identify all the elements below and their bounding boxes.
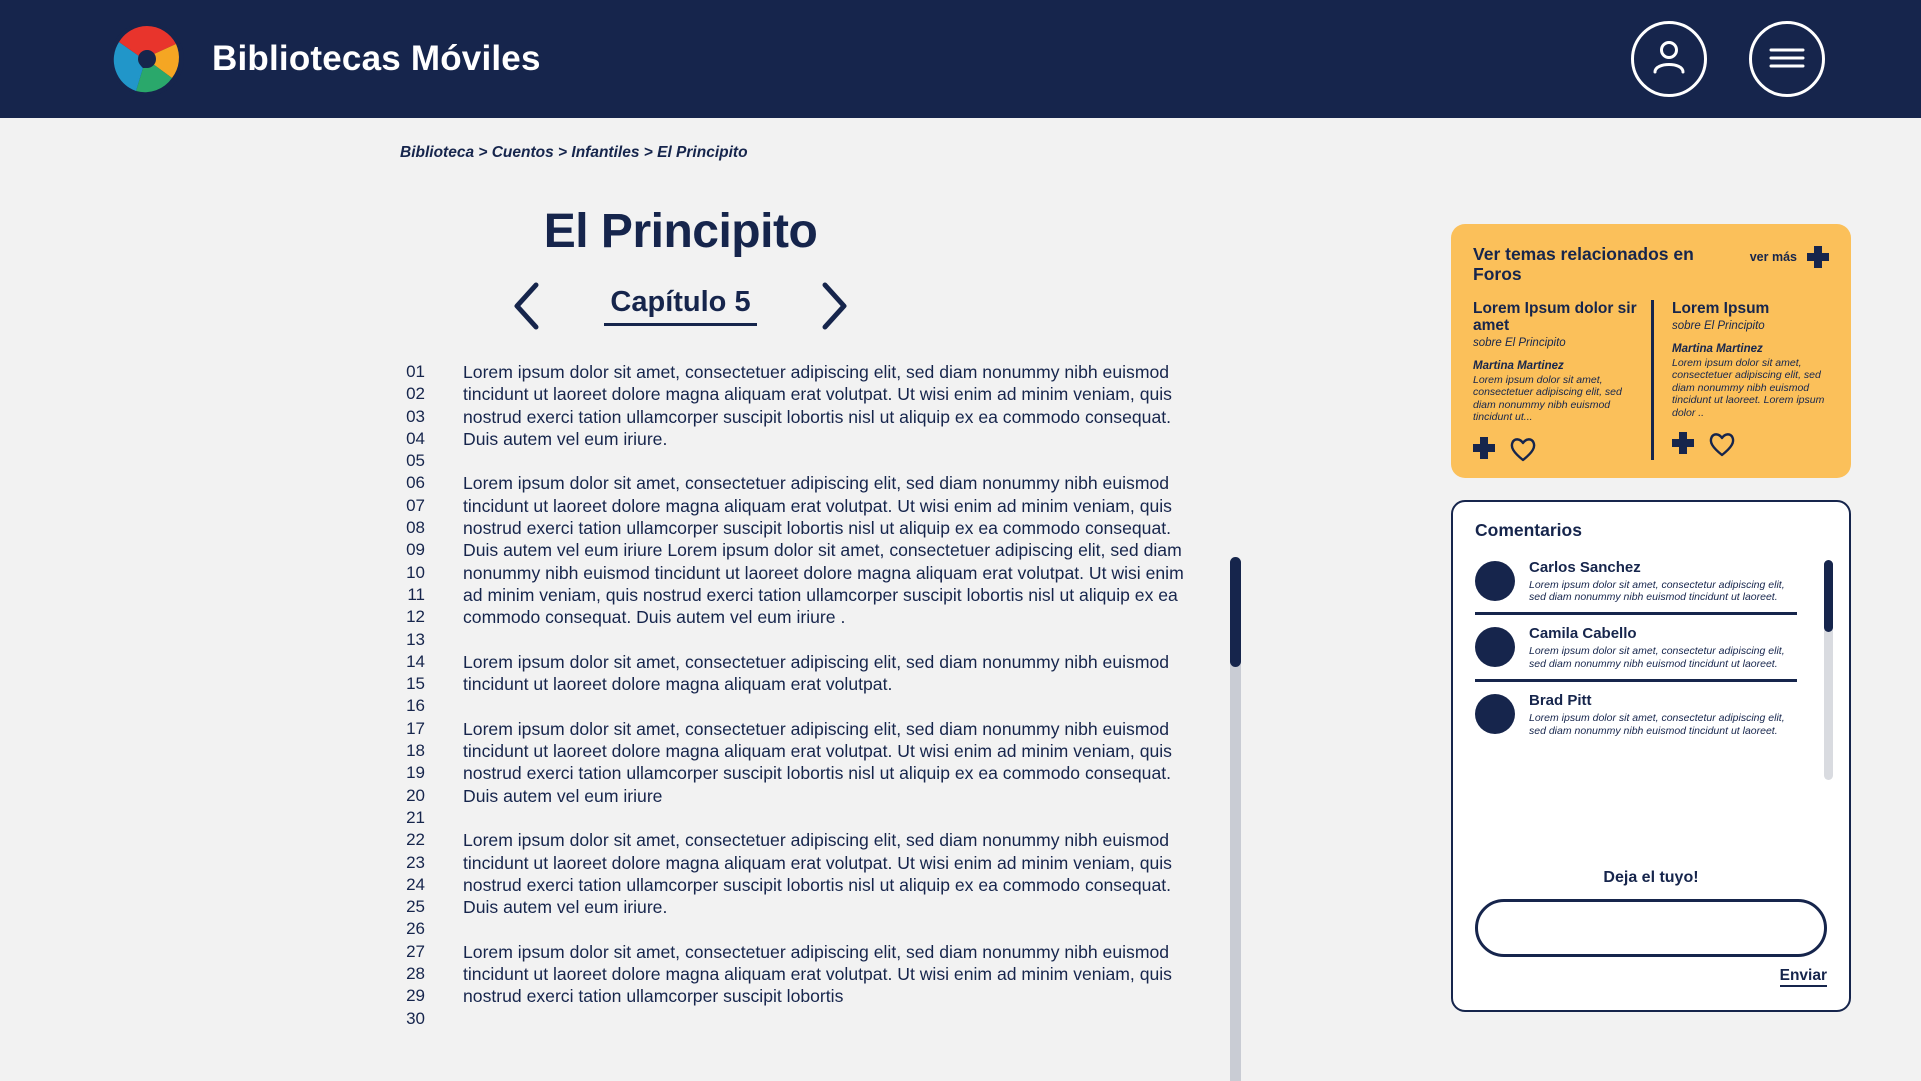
reader-panel: [0, 162, 1421, 1079]
line-number: 08: [406, 518, 425, 538]
plus-icon[interactable]: [1473, 437, 1495, 459]
line-number: 27: [406, 941, 425, 961]
line-number: 17: [406, 718, 425, 738]
comment-author: Brad Pitt: [1529, 692, 1592, 710]
app-logo-icon: [108, 20, 186, 98]
line-number: 24: [406, 874, 425, 894]
related-forums-more[interactable]: [1750, 244, 1829, 268]
hamburger-icon: [1766, 42, 1808, 77]
line-number: 07: [406, 495, 425, 515]
line-number: 16: [406, 696, 425, 716]
related-forums-card: [1451, 224, 1851, 478]
reader-scrollbar-thumb[interactable]: [1230, 557, 1241, 667]
line-number: 23: [406, 852, 425, 872]
line-number: 30: [406, 1008, 425, 1028]
line-number: 15: [406, 674, 425, 694]
comment-text: Lorem ipsum dolor sit amet, consectetur adipiscing elit, sed diam nonummy nibh euismod tincidunt ut laoreet.: [1529, 645, 1785, 670]
page-title: El Principito: [543, 205, 818, 258]
brand: [108, 20, 541, 98]
line-number: 28: [406, 964, 425, 984]
paragraph: Lorem ipsum dolor sit amet, consectetuer adipiscing elit, sed diam nonummy nibh euismod tincidunt ut laoreet dolore magna aliquam erat volutpat.: [463, 651, 1170, 695]
paragraph: Lorem ipsum dolor sit amet, consectetuer adipiscing elit, sed diam nonummy nibh euismod tincidunt ut laoreet dolore magna aliquam erat volutpat. Ut wisi enim ad minim veniam, quis nostrud exerci tation ullamcorper suscipit lobortis: [463, 941, 1172, 1007]
paragraph: Lorem ipsum dolor sit amet, consectetuer adipiscing elit, sed diam nonummy nibh euismod tincidunt ut laoreet dolore magna aliquam erat volutpat. Ut wisi enim ad minim veniam, quis nostrud exerci tation ullamcorper suscipit lobortis nisl ut aliquip ex ea commodo consequat. Duis autem vel eum iriure.: [463, 830, 1172, 918]
line-number: 18: [406, 741, 425, 761]
blank-line: [463, 807, 1193, 829]
line-number: 01: [406, 362, 425, 381]
breadcrumb-path: Biblioteca > Cuentos > Infantiles > El Principito: [400, 144, 748, 161]
forum-thread[interactable]: [1473, 300, 1651, 460]
list-item[interactable]: [1475, 625, 1797, 682]
page-content: [0, 162, 1921, 1079]
paragraph: Lorem ipsum dolor sit amet, consectetuer adipiscing elit, sed diam nonummy nibh euismod tincidunt ut laoreet dolore magna aliquam erat volutpat. Ut wisi enim ad minim veniam, quis nostrud exerci tation ullamcorper suscipit lobortis nisl ut aliquip ex ea commodo consequat. Duis autem vel eum iriure Lorem ipsum dolor sit amet, consectetuer adipiscing elit, sed diam nonummy nibh euismod tincidunt ut laoreet dolore magna aliquam erat volutpat. Ut wisi enim ad minim veniam, quis nostrud exerci tation ullamcorper suscipit lobortis nisl ut aliquip ex ea commodo consequat. Duis autem vel eum iriure .: [463, 473, 1184, 628]
list-item[interactable]: [1475, 559, 1797, 616]
thread-title: Lorem Ipsum dolor sir amet: [1473, 300, 1637, 334]
line-number: 06: [406, 473, 425, 493]
thread-actions: [1473, 436, 1637, 460]
comments-title: Comentarios: [1475, 519, 1582, 540]
app-title: Bibliotecas Móviles: [212, 39, 541, 78]
line-number: 26: [406, 919, 425, 939]
chapter-body-text: [463, 361, 1193, 1030]
thread-body: Lorem ipsum dolor sit amet, consectetuer adipiscing elit, sed diam nonummy nibh euismod tincidunt ut...: [1473, 374, 1622, 424]
comment-input[interactable]: [1475, 899, 1827, 957]
avatar: [1475, 627, 1515, 667]
menu-button[interactable]: [1749, 21, 1825, 97]
line-number: 25: [406, 897, 425, 917]
thread-subtitle: sobre El Principito: [1672, 320, 1765, 332]
line-number: 10: [406, 562, 425, 582]
leave-comment-label: Deja el tuyo!: [1603, 868, 1699, 886]
comment-author: Carlos Sanchez: [1529, 558, 1641, 576]
line-number: 02: [406, 384, 425, 404]
comment-text: Lorem ipsum dolor sit amet, consectetur adipiscing elit, sed diam nonummy nibh euismod tincidunt ut laoreet.: [1529, 578, 1785, 604]
blank-line: [463, 918, 1193, 940]
line-number: 12: [406, 607, 425, 627]
line-number: 21: [406, 807, 425, 827]
comment-text: Lorem ipsum dolor sit amet, consectetur adipiscing elit, sed diam nonummy nibh euismod tincidunt ut laoreet.: [1529, 712, 1785, 737]
thread-author: Martina Martinez: [1473, 360, 1564, 372]
line-number: 04: [406, 428, 425, 448]
related-forums-header: [1473, 244, 1829, 284]
chevron-left-icon[interactable]: [510, 281, 544, 331]
list-item[interactable]: [1475, 692, 1797, 746]
line-number: 03: [406, 406, 425, 426]
line-number: 09: [406, 540, 425, 560]
comments-card: [1451, 500, 1851, 1012]
heart-icon[interactable]: [1708, 431, 1734, 455]
line-number: 05: [406, 451, 425, 471]
forum-thread-list: [1473, 300, 1829, 460]
avatar: [1475, 694, 1515, 734]
user-account-button[interactable]: [1631, 21, 1707, 97]
chapter-navigation: [0, 281, 1421, 331]
thread-subtitle: sobre El Principito: [1473, 337, 1566, 349]
app-header: [0, 0, 1921, 118]
plus-icon[interactable]: [1672, 432, 1694, 454]
thread-author: Martina Martinez: [1672, 343, 1763, 355]
ver-mas-label: ver más: [1749, 250, 1797, 264]
avatar: [1475, 561, 1515, 601]
line-number: 29: [406, 986, 425, 1006]
line-number: 22: [406, 830, 425, 850]
line-number: 13: [406, 629, 425, 649]
send-row: [1475, 967, 1827, 987]
line-number: 11: [407, 584, 425, 604]
chevron-right-icon[interactable]: [817, 281, 851, 331]
comments-list: [1475, 559, 1827, 779]
comments-scrollbar[interactable]: [1824, 560, 1833, 780]
chapter-label[interactable]: Capítulo 5: [604, 286, 756, 326]
line-number-gutter: [395, 361, 425, 1030]
blank-line: [463, 450, 1193, 472]
blank-line: [463, 629, 1193, 651]
comments-scrollbar-thumb[interactable]: [1824, 560, 1833, 632]
send-comment-button[interactable]: Enviar: [1780, 967, 1827, 987]
paragraph: Lorem ipsum dolor sit amet, consectetuer adipiscing elit, sed diam nonummy nibh euismod tincidunt ut laoreet dolore magna aliquam erat volutpat. Ut wisi enim ad minim veniam, quis nostrud exerci tation ullamcorper suscipit lobortis nisl ut aliquip ex ea commodo consequat. Duis autem vel eum iriure: [463, 718, 1172, 806]
blank-line: [463, 695, 1193, 717]
user-icon: [1648, 36, 1690, 83]
comment-author: Camila Cabello: [1529, 625, 1637, 643]
header-actions: [1631, 21, 1825, 97]
related-forums-title: Ver temas relacionados en Foros: [1473, 244, 1694, 284]
thread-actions: [1672, 431, 1829, 455]
plus-icon[interactable]: [1807, 246, 1829, 268]
thread-title: Lorem Ipsum: [1672, 300, 1770, 317]
sidebar: [1451, 224, 1851, 1079]
forum-thread[interactable]: [1651, 300, 1829, 460]
chapter-text-area: [0, 361, 1421, 1030]
line-number: 20: [406, 785, 425, 805]
paragraph: Lorem ipsum dolor sit amet, consectetuer adipiscing elit, sed diam nonummy nibh euismod tincidunt ut laoreet dolore magna aliquam erat volutpat. Ut wisi enim ad minim veniam, quis nostrud exerci tation ullamcorper suscipit lobortis nisl ut aliquip ex ea commodo consequat. Duis autem vel eum iriure.: [463, 362, 1172, 449]
thread-body: Lorem ipsum dolor sit amet, consectetuer adipiscing elit, sed diam nonummy nibh euismod tincidunt ut laoreet. Lorem ipsum dolor ..: [1672, 357, 1825, 419]
line-number: 19: [406, 763, 425, 783]
heart-icon[interactable]: [1509, 436, 1535, 460]
breadcrumb[interactable]: [0, 118, 1921, 162]
line-number: 14: [406, 651, 425, 671]
reader-scrollbar[interactable]: [1230, 557, 1241, 1081]
